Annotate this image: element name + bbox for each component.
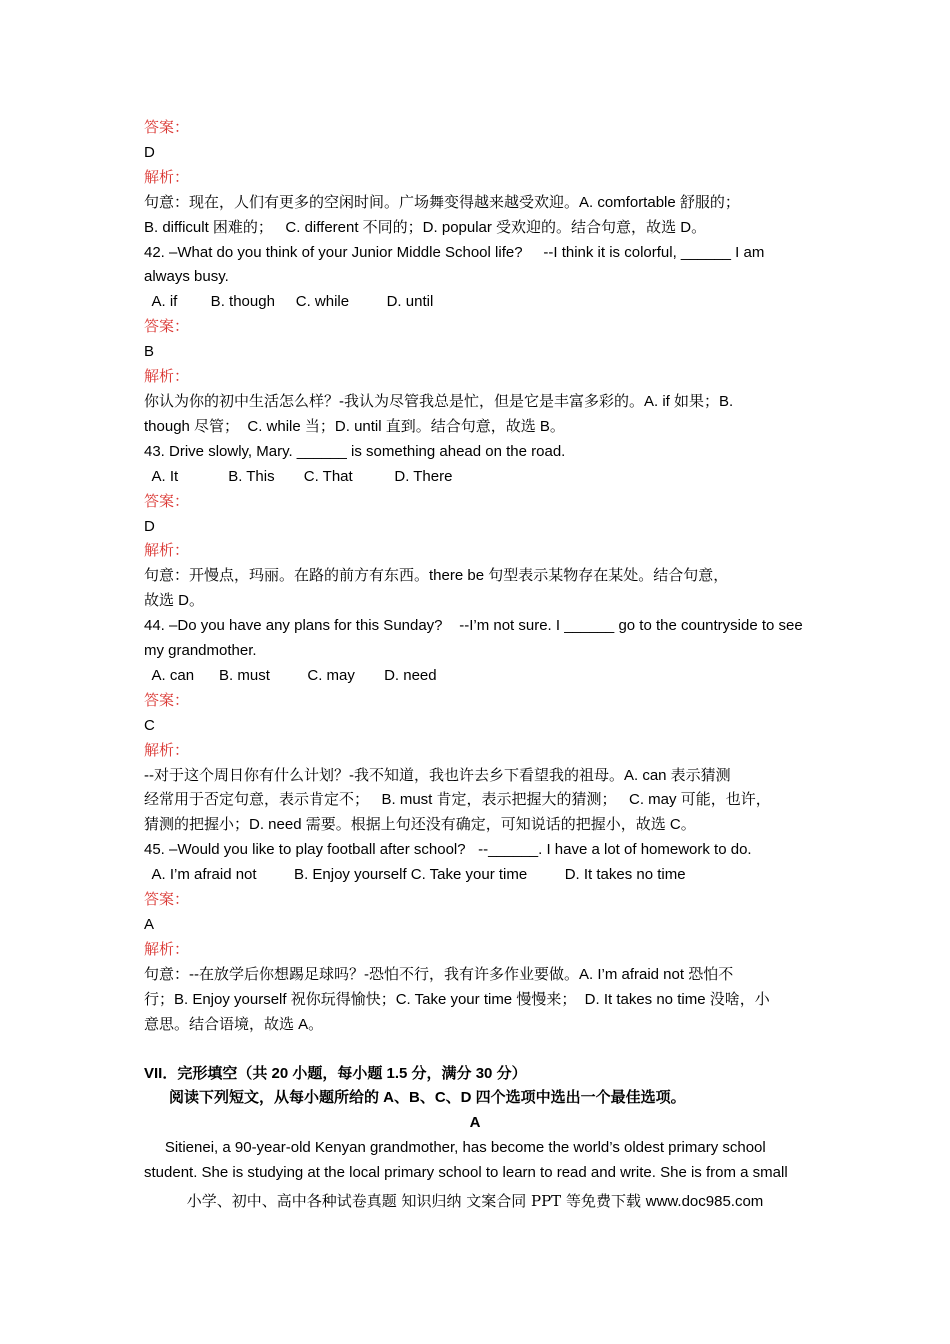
text-line: 42. –What do you think of your Junior Middle School life? --I think it is colorful, ______ I am [144, 243, 765, 261]
section-instruction: 阅读下列短文，从每小题所给的 A、B、C、D 四个选项中选出一个最佳选项。 [144, 1089, 686, 1107]
answer-label: 答案： [144, 492, 190, 510]
text-line: A [144, 916, 155, 933]
text-line: 猜测的把握小；D. need 需要。根据上句还没有确定，可知说话的把握小，故选 C。 [144, 816, 696, 834]
answer-label: 解析： [144, 168, 190, 186]
cloze-section [144, 1062, 806, 1187]
text-line: A. It B. This C. That D. There [144, 467, 453, 485]
text-line: A. can B. must C. may D. need [144, 666, 437, 684]
section-heading: VII．完形填空（共 20 小题，每小题 1.5 分，满分 30 分） [144, 1064, 527, 1082]
text-line: A. I’m afraid not B. Enjoy yourself C. Take your time D. It takes no time [144, 866, 686, 884]
text-line: 句意：开慢点，玛丽。在路的前方有东西。there be 句型表示某物存在某处。结合句意， [144, 567, 729, 585]
footer-site: www.doc985.com [645, 1193, 764, 1210]
text-line: A. if B. though C. while D. until [144, 293, 434, 311]
text-line: --对于这个周日你有什么计划？-我不知道，我也许去乡下看望我的祖母。A. can 表示猜测 [144, 766, 731, 784]
text-line: 经常用于否定句意，表示肯定不； B. must 肯定，表示把握大的猜测； C. may 可能，也许， [144, 791, 771, 809]
text-line: D [144, 517, 155, 535]
answer-label: 答案： [144, 691, 190, 709]
answer-label: 解析： [144, 741, 190, 759]
document-body [144, 116, 806, 1186]
answer-label: 答案： [144, 891, 190, 909]
footer-text: 小学、初中、高中各种试卷真题 知识归纳 文案合同 PPT 等免费下载 [186, 1192, 646, 1210]
text-line: 你认为你的初中生活怎么样？-我认为尽管我总是忙，但是它是丰富多彩的。A. if 如果；B. [144, 392, 734, 410]
answer-label: 解析： [144, 940, 190, 958]
passage-line: Sitienei, a 90-year-old Kenyan grandmother, has become the world’s oldest primary school [144, 1139, 766, 1157]
text-line: 43. Drive slowly, Mary. ______ is something ahead on the road. [144, 442, 566, 460]
text-line: always busy. [144, 268, 229, 286]
text-line: 意思。结合语境，故选 A。 [144, 1015, 324, 1033]
passage-label: A [469, 1114, 481, 1132]
answer-label: 解析： [144, 542, 190, 560]
text-line: B. difficult 困难的； C. different 不同的；D. popular 受欢迎的。结合句意，故选 D。 [144, 218, 707, 236]
answer-label: 答案： [144, 119, 190, 136]
text-line: 句意：现在，人们有更多的空闲时间。广场舞变得越来越受欢迎。A. comfortable 舒服的； [144, 193, 740, 211]
text-line: 句意：--在放学后你想踢足球吗？-恐怕不行，我有许多作业要做。A. I’m afraid not 恐怕不 [144, 965, 734, 983]
answer-label: 解析： [144, 368, 190, 386]
text-line: though 尽管； C. while 当；D. until 直到。结合句意，故选 B。 [144, 417, 565, 435]
text-line: C [144, 716, 155, 734]
text-line: my grandmother. [144, 642, 257, 660]
text-line: 44. –Do you have any plans for this Sunday? --I’m not sure. I ______ go to the countryside to see [144, 617, 803, 635]
answer-explanations [144, 116, 806, 1038]
passage-line: student. She is studying at the local primary school to learn to read and write. She is from a small [144, 1164, 788, 1182]
text-line: 45. –Would you like to play football after school? --______. I have a lot of homework to do. [144, 841, 752, 859]
page-footer [0, 1189, 950, 1214]
answer-label: 答案： [144, 318, 190, 336]
text-line: 故选 D。 [144, 592, 205, 610]
text-line: B [144, 343, 155, 361]
text-line: D [144, 143, 155, 161]
text-line: 行；B. Enjoy yourself 祝你玩得愉快；C. Take your time 慢慢来； D. It takes no time 没啥，小 [144, 990, 770, 1008]
